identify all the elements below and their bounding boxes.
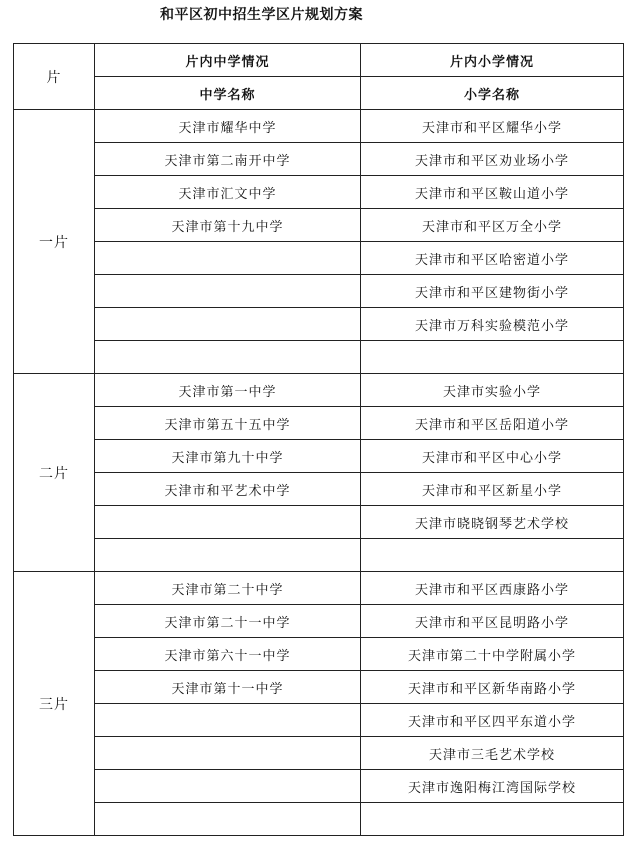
middle-school-cell <box>95 704 361 737</box>
middle-school-cell: 天津市第五十五中学 <box>95 407 361 440</box>
primary-school-cell: 天津市和平区四平东道小学 <box>361 704 624 737</box>
header-zone: 片 <box>14 44 95 110</box>
header-primary-group: 片内小学情况 <box>361 44 624 77</box>
middle-school-cell: 天津市第十九中学 <box>95 209 361 242</box>
table-row <box>14 572 624 605</box>
table-row <box>14 407 624 440</box>
middle-school-cell <box>95 242 361 275</box>
table-row <box>14 374 624 407</box>
primary-school-cell: 天津市和平区耀华小学 <box>361 110 624 143</box>
table-row <box>14 704 624 737</box>
table-row <box>14 209 624 242</box>
primary-school-cell: 天津市晓晓钢琴艺术学校 <box>361 506 624 539</box>
table-row <box>14 275 624 308</box>
middle-school-cell: 天津市第九十中学 <box>95 440 361 473</box>
middle-school-cell <box>95 539 361 572</box>
zone-label: 三片 <box>14 572 95 836</box>
zone-label: 二片 <box>14 374 95 572</box>
middle-school-cell: 天津市汇文中学 <box>95 176 361 209</box>
page-title: 和平区初中招生学区片规划方案 <box>160 7 363 23</box>
primary-school-cell: 天津市逸阳梅江湾国际学校 <box>361 770 624 803</box>
primary-school-cell: 天津市实验小学 <box>361 374 624 407</box>
primary-school-cell: 天津市和平区岳阳道小学 <box>361 407 624 440</box>
table-row <box>14 341 624 374</box>
primary-school-cell: 天津市万科实验模范小学 <box>361 308 624 341</box>
middle-school-cell: 天津市第一中学 <box>95 374 361 407</box>
primary-school-cell <box>361 803 624 836</box>
table-row <box>14 803 624 836</box>
header-row-names <box>14 77 624 110</box>
middle-school-cell: 天津市第二南开中学 <box>95 143 361 176</box>
table-row <box>14 605 624 638</box>
primary-school-cell <box>361 539 624 572</box>
middle-school-cell <box>95 341 361 374</box>
primary-school-cell <box>361 341 624 374</box>
table-row <box>14 473 624 506</box>
middle-school-cell: 天津市耀华中学 <box>95 110 361 143</box>
middle-school-cell: 天津市第十一中学 <box>95 671 361 704</box>
middle-school-cell <box>95 275 361 308</box>
middle-school-cell <box>95 308 361 341</box>
header-row-group <box>14 44 624 77</box>
table-row <box>14 143 624 176</box>
middle-school-cell <box>95 770 361 803</box>
table-row <box>14 539 624 572</box>
middle-school-cell <box>95 506 361 539</box>
primary-school-cell: 天津市第二十中学附属小学 <box>361 638 624 671</box>
primary-school-cell: 天津市和平区昆明路小学 <box>361 605 624 638</box>
header-middle-group: 片内中学情况 <box>95 44 361 77</box>
primary-school-cell: 天津市和平区中心小学 <box>361 440 624 473</box>
middle-school-cell <box>95 803 361 836</box>
primary-school-cell: 天津市和平区哈密道小学 <box>361 242 624 275</box>
middle-school-cell: 天津市和平艺术中学 <box>95 473 361 506</box>
table-row <box>14 671 624 704</box>
primary-school-cell: 天津市和平区劝业场小学 <box>361 143 624 176</box>
primary-school-cell: 天津市和平区新星小学 <box>361 473 624 506</box>
middle-school-cell: 天津市第二十一中学 <box>95 605 361 638</box>
primary-school-cell: 天津市三毛艺术学校 <box>361 737 624 770</box>
primary-school-cell: 天津市和平区建物街小学 <box>361 275 624 308</box>
table-row <box>14 176 624 209</box>
zone-label: 一片 <box>14 110 95 374</box>
primary-school-cell: 天津市和平区新华南路小学 <box>361 671 624 704</box>
header-primary-name: 小学名称 <box>361 77 624 110</box>
table-row <box>14 308 624 341</box>
district-plan-table <box>13 43 624 836</box>
middle-school-cell: 天津市第二十中学 <box>95 572 361 605</box>
primary-school-cell: 天津市和平区鞍山道小学 <box>361 176 624 209</box>
table-row <box>14 770 624 803</box>
table-row <box>14 110 624 143</box>
table-row <box>14 440 624 473</box>
primary-school-cell: 天津市和平区西康路小学 <box>361 572 624 605</box>
table-row <box>14 506 624 539</box>
primary-school-cell: 天津市和平区万全小学 <box>361 209 624 242</box>
middle-school-cell <box>95 737 361 770</box>
middle-school-cell: 天津市第六十一中学 <box>95 638 361 671</box>
table-row <box>14 638 624 671</box>
header-middle-name: 中学名称 <box>95 77 361 110</box>
table-row <box>14 242 624 275</box>
table-row <box>14 737 624 770</box>
